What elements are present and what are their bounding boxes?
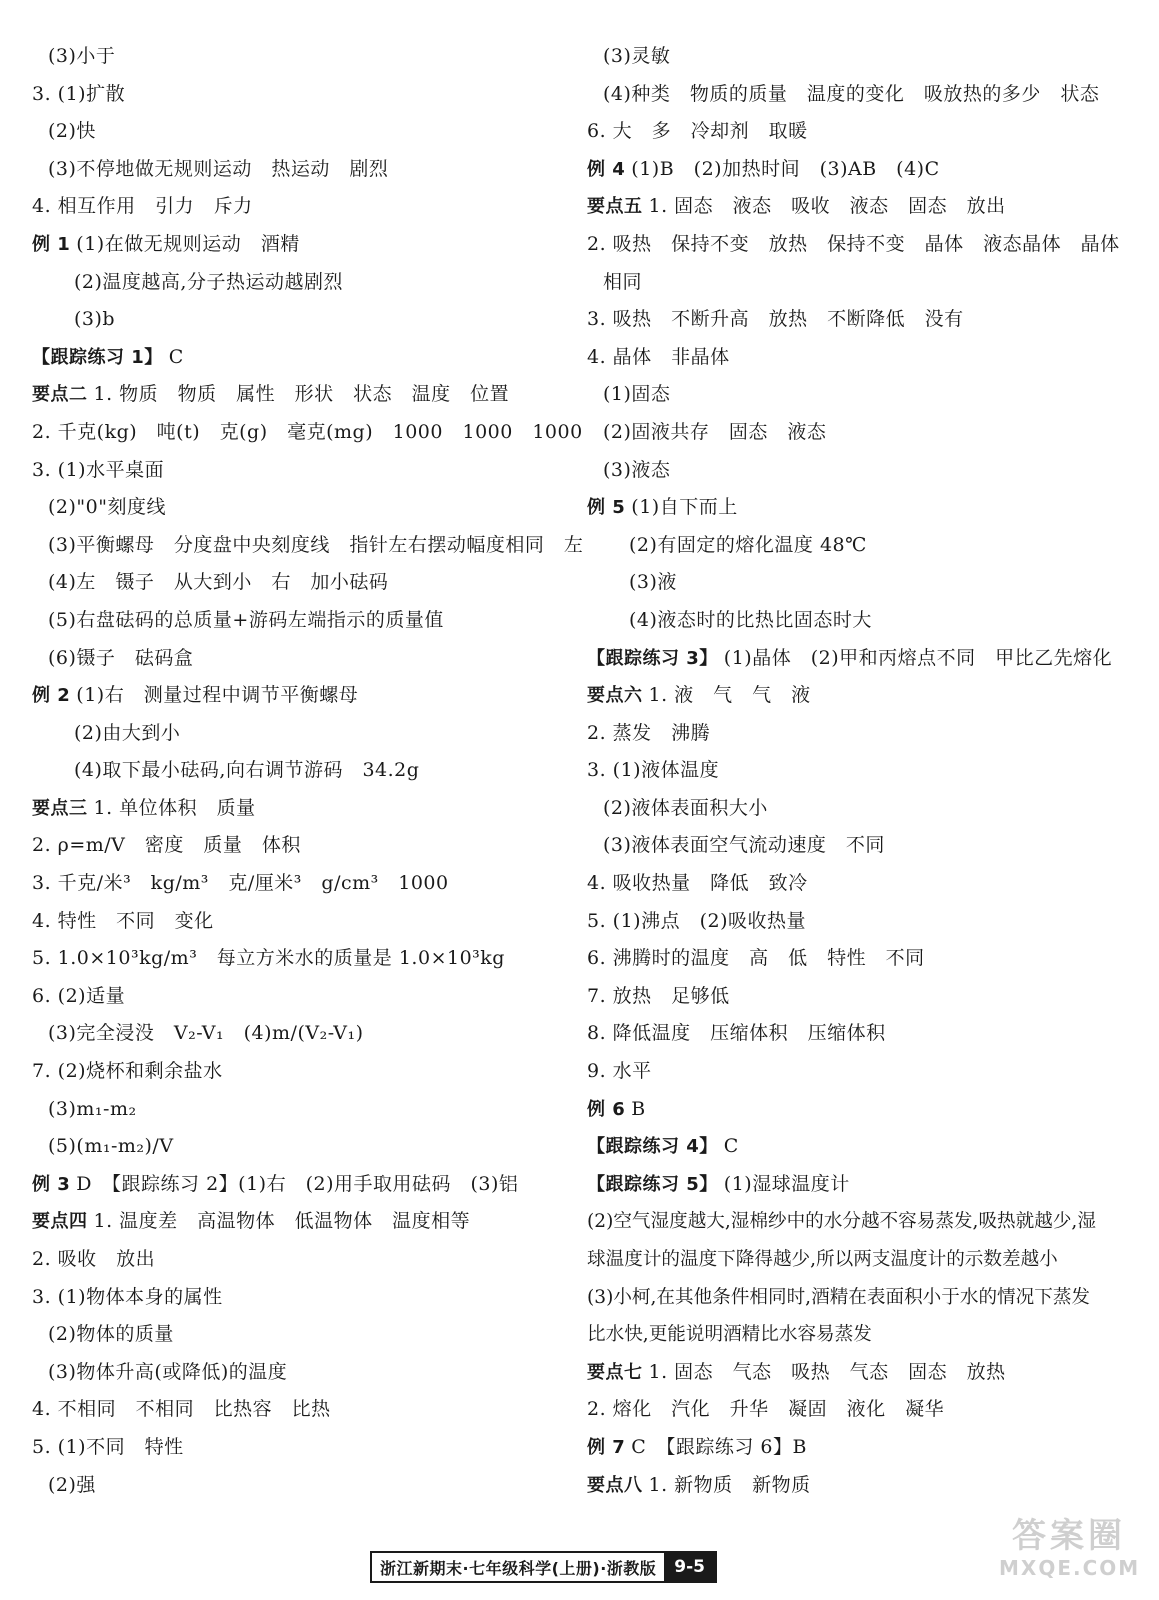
answer-text: (1)在做无规则运动 酒精 [76, 232, 300, 255]
answer-line [587, 1467, 1132, 1505]
answer-text: 8. 降低温度 压缩体积 压缩体积 [587, 1022, 886, 1045]
answer-line [32, 1279, 572, 1317]
answer-line [32, 1467, 572, 1505]
answer-text: 2. 吸收 放出 [32, 1248, 156, 1270]
section-label: 例 4 [587, 158, 626, 180]
answer-line [32, 264, 572, 302]
answer-line [587, 151, 1132, 189]
answer-text: (3)小柯,在其他条件相同时,酒精在表面积小于水的情况下蒸发 [587, 1286, 1091, 1308]
answer-text: 7. 放热 足够低 [587, 984, 730, 1007]
answer-text: 1. 温度差 高温物体 低温物体 温度相等 [93, 1210, 471, 1233]
answer-line [32, 1053, 572, 1091]
answer-text: (1)自下而上 [631, 496, 738, 519]
answer-line [587, 376, 1132, 414]
answer-line [32, 940, 572, 978]
watermark-text: 答案圈 [1012, 1516, 1126, 1556]
answer-text: (3)b [74, 308, 116, 331]
answer-text: 3. (1)物体本身的属性 [32, 1285, 223, 1308]
answer-text: 1. 液 气 气 液 [648, 684, 811, 707]
answer-text: (2)由大到小 [74, 721, 181, 744]
answer-line [587, 940, 1132, 978]
section-label: 要点八 [587, 1474, 643, 1496]
answer-text: 1. 固态 气态 吸热 气态 固态 放热 [648, 1360, 1006, 1383]
answer-text: 6. (2)适量 [32, 984, 126, 1007]
answer-text: 1. 新物质 新物质 [648, 1473, 811, 1496]
answer-text: (3)液体表面空气流动速度 不同 [603, 834, 885, 857]
answer-line [32, 1391, 572, 1429]
answer-line [587, 1091, 1132, 1129]
answer-line [32, 414, 583, 452]
answer-line [32, 226, 572, 264]
answer-text: (4)液态时的比热比固态时大 [629, 608, 872, 631]
answer-line [587, 903, 1132, 941]
answer-line [32, 301, 572, 339]
answer-text: 3. (1)水平桌面 [32, 458, 165, 481]
answer-line [587, 978, 1132, 1016]
answer-line [587, 1166, 1132, 1204]
answer-text: (2)强 [48, 1473, 96, 1496]
answer-text: (4)取下最小砝码,向右调节游码 34.2g [74, 759, 420, 782]
answer-line [32, 903, 572, 941]
answer-text: B [631, 1097, 646, 1120]
left-column [32, 38, 584, 1504]
answer-text: 相同 [603, 270, 643, 293]
answer-text: (2)液体表面积大小 [603, 796, 768, 819]
answer-text: 2. ρ=m/V 密度 质量 体积 [32, 834, 301, 857]
answer-line [587, 1053, 1132, 1091]
answer-line [587, 76, 1132, 114]
answer-line [587, 677, 1132, 715]
answer-line [587, 527, 1132, 565]
answer-text: (3)液 [629, 571, 677, 594]
section-label: 要点二 [32, 384, 88, 406]
answer-line [32, 188, 572, 226]
answer-text: (3)小于 [48, 45, 116, 67]
answer-line [587, 1241, 1132, 1279]
answer-text: (5)(m₁-m₂)/V [48, 1135, 174, 1158]
answer-text: (2)温度越高,分子热运动越剧烈 [74, 270, 343, 293]
answer-text: 球温度计的温度下降得越少,所以两支温度计的示数差越小 [587, 1249, 1058, 1270]
answer-line [587, 865, 1132, 903]
section-label: 【跟踪练习 4】 [587, 1136, 718, 1158]
answer-line [587, 640, 1132, 678]
answer-text: (3)不停地做无规则运动 热运动 剧烈 [48, 157, 389, 180]
answer-text: (2)"0"刻度线 [48, 496, 166, 519]
answer-line [32, 752, 572, 790]
answer-text: 2. 吸热 保持不变 放热 保持不变 晶体 液态晶体 晶体 [587, 232, 1120, 255]
answer-line [587, 752, 1132, 790]
answer-line [32, 640, 572, 678]
answer-line [32, 1316, 572, 1354]
answer-line [587, 1316, 1132, 1354]
answer-line [32, 339, 572, 377]
answer-line [587, 414, 1132, 452]
answer-text: 2. 熔化 汽化 升华 凝固 液化 凝华 [587, 1398, 945, 1421]
answer-line [587, 1429, 1132, 1467]
answer-line [32, 677, 572, 715]
answer-text: (4)种类 物质的质量 温度的变化 吸放热的多少 状态 [603, 82, 1100, 105]
answer-line [587, 827, 1132, 865]
page-number: 9-5 [664, 1553, 715, 1581]
answer-text: (2)有固定的熔化温度 48℃ [629, 533, 867, 556]
answer-line [32, 602, 572, 640]
answer-text: 3. (1)扩散 [32, 82, 126, 105]
answer-line [32, 151, 572, 189]
answer-text: (3)液态 [603, 458, 671, 481]
answer-line [587, 1279, 1132, 1317]
answer-line [587, 489, 1132, 527]
answer-line [587, 715, 1132, 753]
answer-text: (3)物体升高(或降低)的温度 [48, 1360, 288, 1383]
answer-line [587, 113, 1132, 151]
answer-line [32, 1354, 572, 1392]
answer-line [32, 790, 572, 828]
footer-title: 浙江新期末·七年级科学(上册)·浙教版 [380, 1558, 657, 1578]
answer-line [32, 113, 572, 151]
answer-line [587, 301, 1132, 339]
answer-text: (3)灵敏 [603, 45, 671, 67]
section-label: 例 6 [587, 1098, 626, 1120]
section-label: 【跟踪练习 5】 [587, 1173, 718, 1195]
right-column [587, 38, 1132, 1504]
answer-line [32, 865, 572, 903]
answer-text: C 【跟踪练习 6】B [631, 1435, 807, 1458]
answer-text: D 【跟踪练习 2】(1)右 (2)用手取用砝码 (3)铝 [76, 1172, 519, 1195]
answer-line [587, 339, 1132, 377]
answer-text: (2)空气湿度越大,湿棉纱中的水分越不容易蒸发,吸热就越少,湿 [587, 1211, 1096, 1233]
section-label: 例 3 [32, 1173, 71, 1195]
answer-line [32, 376, 572, 414]
answer-line [587, 1354, 1132, 1392]
answer-text: (1)B (2)加热时间 (3)AB (4)C [631, 157, 940, 180]
section-label: 要点五 [587, 196, 643, 218]
answer-text: 6. 大 多 冷却剂 取暖 [587, 120, 808, 143]
answer-line [32, 1166, 572, 1204]
section-label: 例 5 [587, 497, 626, 519]
answer-line [32, 489, 572, 527]
answer-text: 1. 单位体积 质量 [93, 796, 256, 819]
answer-line [587, 1128, 1132, 1166]
answer-line [32, 527, 584, 565]
answer-text: 4. 相互作用 引力 斥力 [32, 195, 253, 218]
section-label: 要点七 [587, 1361, 643, 1383]
watermark-logo [999, 1516, 1139, 1586]
answer-text: 3. (1)液体温度 [587, 759, 720, 782]
answer-text: 6. 沸腾时的温度 高 低 特性 不同 [587, 947, 925, 970]
answer-line [32, 1128, 572, 1166]
answer-text: 比水快,更能说明酒精比水容易蒸发 [587, 1324, 872, 1346]
answer-line [32, 1429, 572, 1467]
answer-text: (3)平衡螺母 分度盘中央刻度线 指针左右摆动幅度相同 左 [48, 533, 584, 556]
answer-line [587, 1203, 1132, 1241]
answer-line [32, 1241, 572, 1279]
answer-text: 9. 水平 [587, 1060, 652, 1083]
section-label: 【跟踪练习 3】 [587, 647, 718, 669]
answer-text: (1)晶体 (2)甲和丙熔点不同 甲比乙先熔化 [723, 646, 1113, 669]
answer-text: C [168, 345, 184, 368]
answer-line [587, 564, 1132, 602]
answer-text: (2)物体的质量 [48, 1323, 174, 1346]
answer-text: (1)湿球温度计 [723, 1172, 850, 1195]
answer-line [32, 978, 572, 1016]
answer-text: 1. 物质 物质 属性 形状 状态 温度 位置 [93, 383, 510, 406]
answer-line [32, 76, 572, 114]
answer-text: (6)镊子 砝码盒 [48, 646, 194, 669]
answer-text: (2)快 [48, 120, 96, 143]
answer-text: (2)固液共存 固态 液态 [603, 420, 827, 443]
answer-line [587, 226, 1132, 264]
answer-line [587, 602, 1132, 640]
answer-text: 5. (1)不同 特性 [32, 1435, 184, 1458]
answer-text: (4)左 镊子 从大到小 右 加小砝码 [48, 571, 389, 594]
answer-line [587, 264, 1132, 302]
answer-text: 4. 不相同 不相同 比热容 比热 [32, 1398, 331, 1421]
answer-text: (1)右 测量过程中调节平衡螺母 [76, 684, 359, 707]
answer-line [32, 1091, 572, 1129]
answer-line [587, 1391, 1132, 1429]
answer-line [32, 1015, 572, 1053]
answer-line [587, 38, 1132, 76]
section-label: 要点四 [32, 1211, 88, 1233]
watermark-url: MXQE.COM [999, 1556, 1141, 1580]
answer-text: 5. 1.0×10³kg/m³ 每立方米水的质量是 1.0×10³kg [32, 947, 505, 970]
answer-text: 5. (1)沸点 (2)吸收热量 [587, 909, 806, 932]
answer-text: 4. 吸收热量 降低 致冷 [587, 872, 808, 895]
section-label: 【跟踪练习 1】 [32, 346, 163, 368]
answer-text: C [723, 1135, 739, 1158]
answer-text: (5)右盘砝码的总质量+游码左端指示的质量值 [48, 608, 444, 631]
answer-line [587, 790, 1132, 828]
answer-line [32, 1203, 572, 1241]
answer-text: (1)固态 [603, 383, 671, 406]
answer-text: 7. (2)烧杯和剩余盐水 [32, 1060, 223, 1083]
answer-line [32, 715, 572, 753]
answer-text: 4. 晶体 非晶体 [587, 345, 730, 368]
answer-text: 4. 特性 不同 变化 [32, 909, 214, 932]
section-label: 例 1 [32, 233, 71, 255]
answer-text: (3)完全浸没 V₂-V₁ (4)m/(V₂-V₁) [48, 1022, 364, 1045]
section-label: 要点三 [32, 797, 88, 819]
answer-line [32, 452, 572, 490]
answer-text: 2. 蒸发 沸腾 [587, 721, 711, 744]
answer-text: (3)m₁-m₂ [48, 1097, 137, 1120]
answer-line [587, 188, 1132, 226]
section-label: 例 7 [587, 1436, 626, 1458]
answer-line [587, 1015, 1132, 1053]
answer-text: 1. 固态 液态 吸收 液态 固态 放出 [648, 195, 1006, 218]
section-label: 要点六 [587, 685, 643, 707]
answer-text: 2. 千克(kg) 吨(t) 克(g) 毫克(mg) 1000 1000 1000 [32, 420, 583, 443]
answer-line [32, 564, 572, 602]
page-footer [370, 1551, 717, 1583]
answer-line [587, 452, 1132, 490]
answer-text: 3. 千克/米³ kg/m³ 克/厘米³ g/cm³ 1000 [32, 872, 449, 895]
answer-line [32, 827, 572, 865]
answer-text: 3. 吸热 不断升高 放热 不断降低 没有 [587, 308, 964, 331]
section-label: 例 2 [32, 685, 71, 707]
answer-line [32, 38, 572, 76]
